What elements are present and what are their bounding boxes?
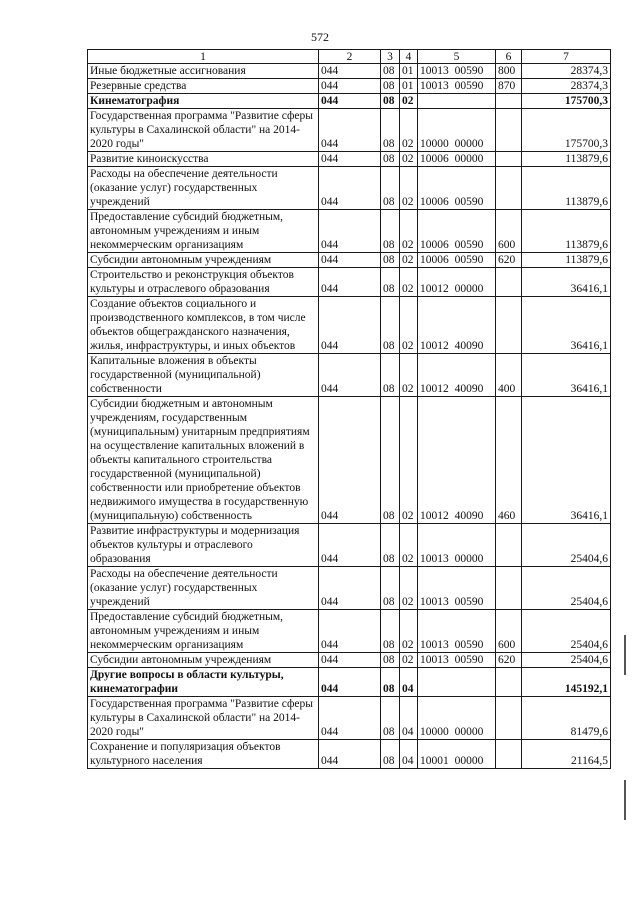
row-name-cell: Расходы на обеспечение деятельности (оказание услуг) государственных учреждений	[88, 567, 319, 610]
admin-code-cell: 044	[319, 79, 381, 94]
target-article-cell: 10012 40090	[418, 354, 496, 397]
section-cell: 08	[381, 524, 400, 567]
expense-type-cell: 400	[496, 354, 522, 397]
subsection-cell: 02	[400, 567, 418, 610]
admin-code-cell: 044	[319, 94, 381, 109]
section-cell: 08	[381, 740, 400, 769]
section-cell: 08	[381, 94, 400, 109]
table-row	[88, 668, 611, 697]
amount-cell: 113879,6	[522, 210, 611, 253]
scan-margin-mark	[624, 780, 626, 820]
amount-cell: 25404,6	[522, 567, 611, 610]
header-cell: 2	[319, 50, 381, 64]
subsection-cell: 02	[400, 268, 418, 297]
section-cell: 08	[381, 64, 400, 79]
target-article-cell: 10013 00590	[418, 653, 496, 668]
row-name-cell: Государственная программа "Развитие сферы культуры в Сахалинской области" на 2014-2020 годы"	[88, 697, 319, 740]
subsection-cell: 01	[400, 79, 418, 94]
target-article-cell: 10000 00000	[418, 697, 496, 740]
target-article-cell: 10006 00000	[418, 152, 496, 167]
target-article-cell: 10006 00590	[418, 210, 496, 253]
expense-type-cell	[496, 668, 522, 697]
subsection-cell: 04	[400, 668, 418, 697]
scan-margin-mark	[624, 635, 626, 675]
section-cell: 08	[381, 167, 400, 210]
subsection-cell: 02	[400, 610, 418, 653]
target-article-cell: 10013 00590	[418, 567, 496, 610]
admin-code-cell: 044	[319, 697, 381, 740]
row-name-cell: Создание объектов социального и производственного комплексов, в том числе объектов общегражданского назначения, жилья, инфраструктуры, и иных объектов	[88, 297, 319, 354]
target-article-cell: 10013 00590	[418, 64, 496, 79]
admin-code-cell: 044	[319, 610, 381, 653]
row-name-cell: Резервные средства	[88, 79, 319, 94]
expense-type-cell	[496, 268, 522, 297]
subsection-cell: 02	[400, 524, 418, 567]
header-cell: 4	[400, 50, 418, 64]
section-cell: 08	[381, 210, 400, 253]
table-row	[88, 152, 611, 167]
amount-cell: 145192,1	[522, 668, 611, 697]
expense-type-cell: 600	[496, 210, 522, 253]
section-cell: 08	[381, 354, 400, 397]
table-row	[88, 64, 611, 79]
admin-code-cell: 044	[319, 354, 381, 397]
admin-code-cell: 044	[319, 152, 381, 167]
admin-code-cell: 044	[319, 524, 381, 567]
expense-type-cell: 600	[496, 610, 522, 653]
admin-code-cell: 044	[319, 397, 381, 524]
admin-code-cell: 044	[319, 653, 381, 668]
section-cell: 08	[381, 668, 400, 697]
expense-type-cell: 800	[496, 64, 522, 79]
subsection-cell: 04	[400, 740, 418, 769]
target-article-cell: 10013 00590	[418, 610, 496, 653]
table-row	[88, 524, 611, 567]
subsection-cell: 02	[400, 397, 418, 524]
amount-cell: 25404,6	[522, 524, 611, 567]
subsection-cell: 02	[400, 653, 418, 668]
amount-cell: 36416,1	[522, 397, 611, 524]
row-name-cell: Предоставление субсидий бюджетным, автономным учреждениям и иным некоммерческим организациям	[88, 610, 319, 653]
expense-type-cell: 620	[496, 653, 522, 668]
admin-code-cell: 044	[319, 167, 381, 210]
table-row	[88, 268, 611, 297]
target-article-cell: 10012 00000	[418, 268, 496, 297]
admin-code-cell: 044	[319, 567, 381, 610]
target-article-cell	[418, 94, 496, 109]
admin-code-cell: 044	[319, 64, 381, 79]
header-cell: 6	[496, 50, 522, 64]
target-article-cell: 10012 40090	[418, 397, 496, 524]
row-name-cell: Капитальные вложения в объекты государственной (муниципальной) собственности	[88, 354, 319, 397]
table-row	[88, 697, 611, 740]
amount-cell: 113879,6	[522, 152, 611, 167]
row-name-cell: Субсидии бюджетным и автономным учреждениям, государственным (муниципальным) унитарным предприятиям на осуществление капитальных вложений в объекты капитального строительства государственной (муниципальной) собственности или приобретение объектов недвижимого имущества в государственную (муниципальную) собственность	[88, 397, 319, 524]
row-name-cell: Иные бюджетные ассигнования	[88, 64, 319, 79]
section-cell: 08	[381, 567, 400, 610]
table-row	[88, 167, 611, 210]
target-article-cell: 10012 40090	[418, 297, 496, 354]
section-cell: 08	[381, 397, 400, 524]
row-name-cell: Субсидии автономным учреждениям	[88, 653, 319, 668]
table-row	[88, 653, 611, 668]
expense-type-cell: 620	[496, 253, 522, 268]
subsection-cell: 02	[400, 152, 418, 167]
admin-code-cell: 044	[319, 268, 381, 297]
row-name-cell: Субсидии автономным учреждениям	[88, 253, 319, 268]
subsection-cell: 02	[400, 167, 418, 210]
section-cell: 08	[381, 253, 400, 268]
expense-type-cell: 460	[496, 397, 522, 524]
target-article-cell	[418, 668, 496, 697]
expense-type-cell	[496, 297, 522, 354]
section-cell: 08	[381, 610, 400, 653]
table-row	[88, 109, 611, 152]
header-cell: 7	[522, 50, 611, 64]
table-header-row	[88, 50, 611, 64]
target-article-cell: 10013 00590	[418, 79, 496, 94]
target-article-cell: 10006 00590	[418, 253, 496, 268]
amount-cell: 113879,6	[522, 167, 611, 210]
row-name-cell: Расходы на обеспечение деятельности (оказание услуг) государственных учреждений	[88, 167, 319, 210]
amount-cell: 36416,1	[522, 297, 611, 354]
subsection-cell: 02	[400, 94, 418, 109]
amount-cell: 36416,1	[522, 354, 611, 397]
target-article-cell: 10013 00000	[418, 524, 496, 567]
expense-type-cell	[496, 167, 522, 210]
expense-type-cell	[496, 740, 522, 769]
budget-table	[87, 49, 611, 769]
section-cell: 08	[381, 79, 400, 94]
subsection-cell: 01	[400, 64, 418, 79]
section-cell: 08	[381, 268, 400, 297]
row-name-cell: Развитие киноискусства	[88, 152, 319, 167]
expense-type-cell	[496, 94, 522, 109]
table-row	[88, 354, 611, 397]
amount-cell: 25404,6	[522, 653, 611, 668]
amount-cell: 21164,5	[522, 740, 611, 769]
amount-cell: 175700,3	[522, 109, 611, 152]
subsection-cell: 02	[400, 354, 418, 397]
section-cell: 08	[381, 297, 400, 354]
expense-type-cell	[496, 152, 522, 167]
table-row	[88, 297, 611, 354]
row-name-cell: Государственная программа "Развитие сферы культуры в Сахалинской области" на 2014-2020 годы"	[88, 109, 319, 152]
row-name-cell: Другие вопросы в области культуры, кинематографии	[88, 668, 319, 697]
admin-code-cell: 044	[319, 668, 381, 697]
subsection-cell: 02	[400, 253, 418, 268]
expense-type-cell	[496, 567, 522, 610]
table-row	[88, 79, 611, 94]
target-article-cell: 10006 00590	[418, 167, 496, 210]
header-cell: 3	[381, 50, 400, 64]
expense-type-cell	[496, 524, 522, 567]
row-name-cell: Кинематография	[88, 94, 319, 109]
amount-cell: 25404,6	[522, 610, 611, 653]
subsection-cell: 04	[400, 697, 418, 740]
target-article-cell: 10000 00000	[418, 109, 496, 152]
subsection-cell: 02	[400, 297, 418, 354]
admin-code-cell: 044	[319, 253, 381, 268]
row-name-cell: Строительство и реконструкция объектов культуры и отраслевого образования	[88, 268, 319, 297]
expense-type-cell	[496, 697, 522, 740]
subsection-cell: 02	[400, 109, 418, 152]
table-row	[88, 610, 611, 653]
section-cell: 08	[381, 152, 400, 167]
amount-cell: 175700,3	[522, 94, 611, 109]
expense-type-cell: 870	[496, 79, 522, 94]
admin-code-cell: 044	[319, 297, 381, 354]
row-name-cell: Развитие инфраструктуры и модернизация объектов культуры и отраслевого образования	[88, 524, 319, 567]
admin-code-cell: 044	[319, 210, 381, 253]
table-row	[88, 397, 611, 524]
table-row	[88, 253, 611, 268]
amount-cell: 36416,1	[522, 268, 611, 297]
amount-cell: 28374,3	[522, 79, 611, 94]
admin-code-cell: 044	[319, 109, 381, 152]
section-cell: 08	[381, 653, 400, 668]
amount-cell: 81479,6	[522, 697, 611, 740]
target-article-cell: 10001 00000	[418, 740, 496, 769]
header-cell: 1	[88, 50, 319, 64]
page-number: 572	[311, 30, 329, 44]
amount-cell: 113879,6	[522, 253, 611, 268]
subsection-cell: 02	[400, 210, 418, 253]
amount-cell: 28374,3	[522, 64, 611, 79]
section-cell: 08	[381, 109, 400, 152]
table-row	[88, 567, 611, 610]
row-name-cell: Предоставление субсидий бюджетным, автономным учреждениям и иным некоммерческим организациям	[88, 210, 319, 253]
header-cell: 5	[418, 50, 496, 64]
table-row	[88, 210, 611, 253]
table-row	[88, 740, 611, 769]
row-name-cell: Сохранение и популяризация объектов культурного населения	[88, 740, 319, 769]
admin-code-cell: 044	[319, 740, 381, 769]
section-cell: 08	[381, 697, 400, 740]
expense-type-cell	[496, 109, 522, 152]
table-row	[88, 94, 611, 109]
